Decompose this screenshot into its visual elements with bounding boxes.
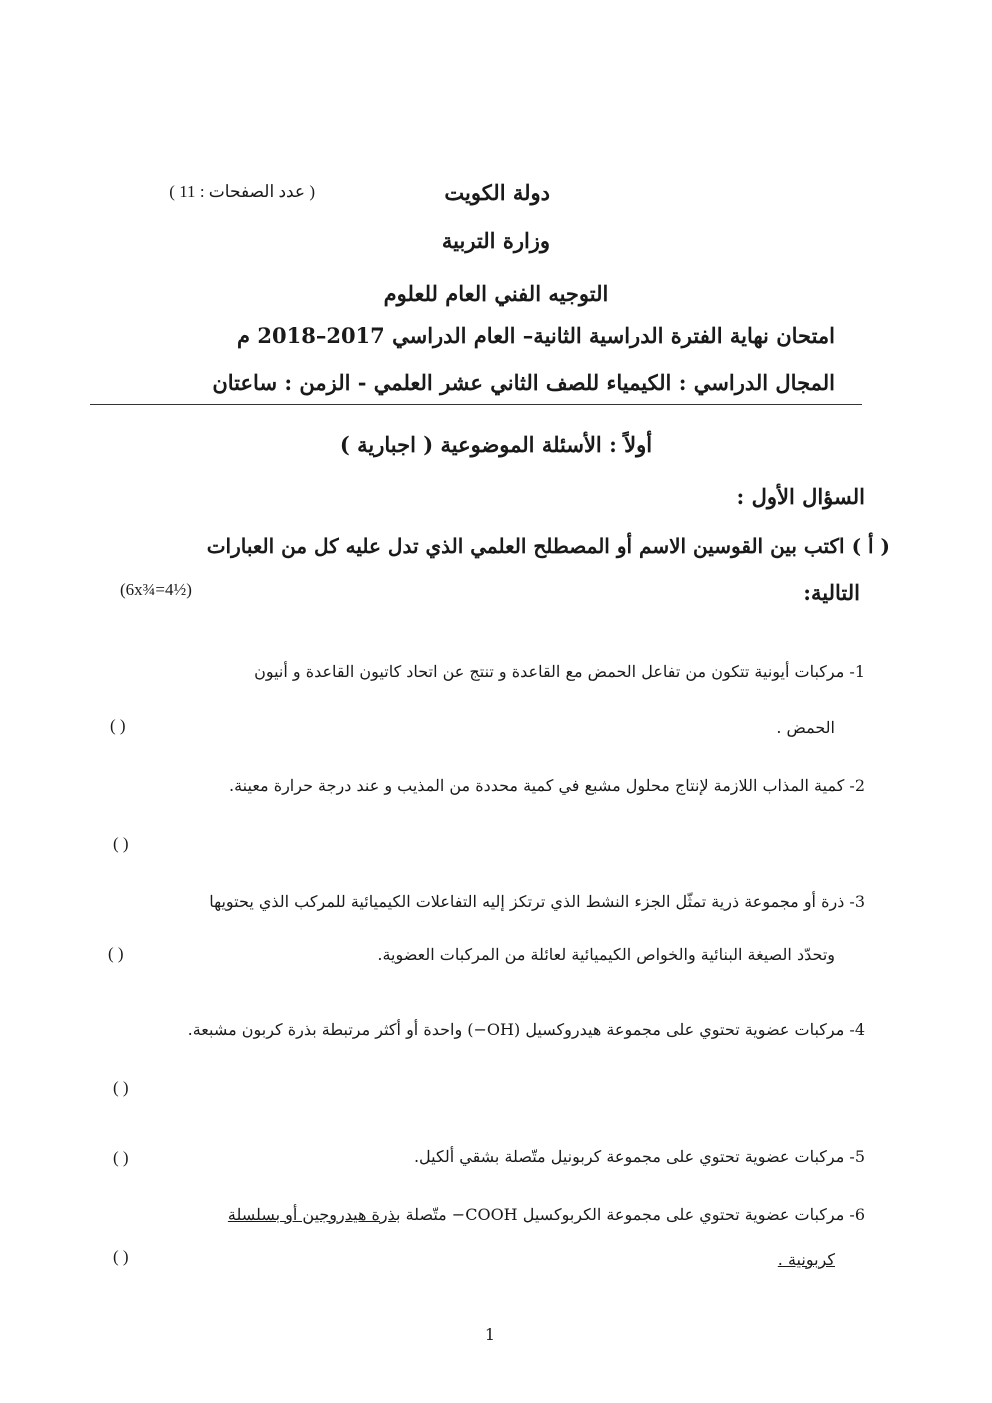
item-1-text: 1- مركبات أيونية تتكون من تفاعل الحمض مع القاعدة و تنتج عن اتحاد كاتيون القاعدة و أنيون — [254, 662, 865, 681]
item-5-answer-blank[interactable]: ( ) — [113, 1148, 129, 1167]
item-6-text-cont: كربونية . — [777, 1250, 835, 1269]
item-1-answer-blank[interactable]: ( ) — [110, 716, 126, 735]
item-6-text — [130, 1205, 865, 1224]
item-3-text-cont: وتحدّد الصيغة البنائية والخواص الكيميائية لعائلة من المركبات العضوية. — [377, 945, 835, 964]
page-number: 1 — [484, 1325, 496, 1344]
item-4-text: 4- مركبات عضوية تحتوي على مجموعة هيدروكسيل (OH−) واحدة أو أكثر مرتبطة بذرة كربون مشبعة. — [187, 1020, 865, 1039]
item-5-text: 5- مركبات عضوية تحتوي على مجموعة كربونيل متّصلة بشقي ألكيل. — [413, 1147, 865, 1166]
item-6-text-main: 6- مركبات عضوية تحتوي على مجموعة الكربوكسيل COOH− متّصلة — [405, 1205, 865, 1224]
item-2-answer-blank[interactable]: ( ) — [113, 834, 129, 853]
country-name: دولة الكويت — [444, 180, 550, 205]
exam-title: امتحان نهاية الفترة الدراسية الثانية– العام الدراسي 2017–2018 م — [237, 323, 835, 348]
question-title: السؤال الأول : — [736, 484, 865, 509]
page-count: ( عدد الصفحات : 11 ) — [169, 182, 315, 201]
item-2-text: 2- كمية المذاب اللازمة لإنتاج محلول مشبع في كمية محددة من المذيب و عند درجة حرارة معينة. — [229, 776, 865, 795]
item-3-answer-blank[interactable]: ( ) — [108, 944, 124, 963]
part-a-instruction: ( أ ) اكتب بين القوسين الاسم أو المصطلح العلمي الذي تدل عليه كل من العبارات — [206, 534, 890, 558]
part-a-instruction-cont: التالية: — [803, 580, 860, 605]
section-title: أولاً : الأسئلة الموضوعية ( اجبارية ) — [339, 432, 653, 457]
item-6-text-underlined: بذرة هيدروجين أو بسلسلة — [227, 1205, 401, 1224]
item-1-text-cont: الحمض . — [776, 718, 835, 737]
subject-line: المجال الدراسي : الكيمياء للصف الثاني عشر العلمي - الزمن : ساعتان — [212, 370, 835, 395]
ministry-name: وزارة التربية — [441, 228, 551, 253]
department-name: التوجيه الفني العام للعلوم — [383, 281, 609, 306]
header-divider — [90, 404, 862, 405]
marks-distribution: (6x¾=4½) — [120, 580, 192, 599]
item-4-answer-blank[interactable]: ( ) — [113, 1078, 129, 1097]
item-6-answer-blank[interactable]: ( ) — [113, 1247, 129, 1266]
item-3-text: 3- ذرة أو مجموعة ذرية تمثّل الجزء النشط الذي ترتكز إليه التفاعلات الكيميائية للمركب الذي يحتويها — [209, 892, 865, 911]
